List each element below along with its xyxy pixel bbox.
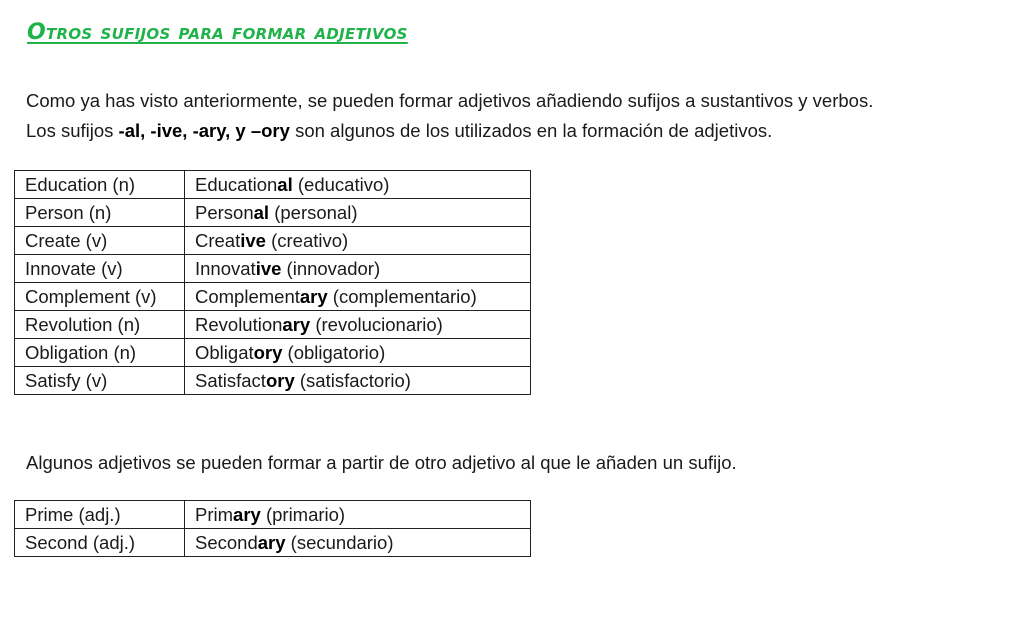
adjective-suffix: ary xyxy=(282,314,311,335)
adjective-suffix: al xyxy=(277,174,293,195)
adjective-gloss: (secundario) xyxy=(285,532,394,553)
adjective-suffix: ary xyxy=(299,286,328,307)
adjective-cell xyxy=(185,311,531,339)
table-row xyxy=(15,227,531,255)
adjective-stem: Prim xyxy=(195,504,234,525)
adjective-suffix: ory xyxy=(253,342,283,363)
adjective-suffix: ory xyxy=(265,370,295,391)
adjective-stem: Complement xyxy=(195,286,300,307)
source-word-cell: Person (n) xyxy=(15,199,185,227)
table-row xyxy=(15,367,531,395)
adjective-cell xyxy=(185,199,531,227)
intro-line-2 xyxy=(26,116,873,146)
second-paragraph: Algunos adjetivos se pueden formar a partir de otro adjetivo al que le añaden un sufijo. xyxy=(26,452,737,473)
adjective-gloss: (satisfactorio) xyxy=(294,370,411,391)
adjective-cell xyxy=(185,283,531,311)
adjective-suffix: ary xyxy=(257,532,286,553)
intro-paragraph xyxy=(26,86,873,146)
intro-line-2-after: son algunos de los utilizados en la formación de adjetivos. xyxy=(289,120,773,141)
table-row xyxy=(15,339,531,367)
adjective-gloss: (complementario) xyxy=(327,286,477,307)
adjective-stem: Innovat xyxy=(195,258,256,279)
source-word-cell: Education (n) xyxy=(15,171,185,199)
adjective-gloss: (educativo) xyxy=(292,174,390,195)
adjective-gloss: (revolucionario) xyxy=(310,314,443,335)
adjective-gloss: (creativo) xyxy=(265,230,349,251)
adjective-cell xyxy=(185,367,531,395)
source-word-cell: Prime (adj.) xyxy=(15,501,185,529)
page-title: Otros sufijos para formar adjetivos xyxy=(27,20,408,45)
adjective-stem: Second xyxy=(195,532,258,553)
suffix-table-adjectives xyxy=(14,500,531,557)
adjective-stem: Education xyxy=(195,174,278,195)
adjective-gloss: (primario) xyxy=(260,504,346,525)
adjective-cell xyxy=(185,255,531,283)
source-word-cell: Complement (v) xyxy=(15,283,185,311)
table-row xyxy=(15,255,531,283)
adjective-cell xyxy=(185,501,531,529)
table-row xyxy=(15,171,531,199)
table-row xyxy=(15,283,531,311)
adjective-suffix: ary xyxy=(233,504,261,525)
table-row xyxy=(15,199,531,227)
source-word-cell: Create (v) xyxy=(15,227,185,255)
source-word-cell: Satisfy (v) xyxy=(15,367,185,395)
source-word-cell: Obligation (n) xyxy=(15,339,185,367)
adjective-cell xyxy=(185,339,531,367)
source-word-cell: Second (adj.) xyxy=(15,529,185,557)
source-word-cell: Revolution (n) xyxy=(15,311,185,339)
adjective-gloss: (obligatorio) xyxy=(282,342,386,363)
adjective-suffix: ive xyxy=(240,230,266,251)
suffix-table-nouns-verbs xyxy=(14,170,531,395)
adjective-gloss: (innovador) xyxy=(281,258,381,279)
source-word-cell: Innovate (v) xyxy=(15,255,185,283)
adjective-stem: Person xyxy=(195,202,254,223)
table-row xyxy=(15,311,531,339)
adjective-cell xyxy=(185,529,531,557)
adjective-stem: Satisfact xyxy=(195,370,266,391)
intro-line-2-before: Los sufijos xyxy=(26,120,119,141)
adjective-suffix: ive xyxy=(255,258,282,279)
suffix-list: -al, -ive, -ary, y –ory xyxy=(118,120,290,141)
adjective-suffix: al xyxy=(253,202,270,223)
adjective-gloss: (personal) xyxy=(269,202,358,223)
adjective-stem: Obligat xyxy=(195,342,254,363)
adjective-cell xyxy=(185,227,531,255)
table-row xyxy=(15,529,531,557)
adjective-cell xyxy=(185,171,531,199)
adjective-stem: Revolution xyxy=(195,314,283,335)
adjective-stem: Creat xyxy=(195,230,241,251)
table-row xyxy=(15,501,531,529)
intro-line-1: Como ya has visto anteriormente, se pueden formar adjetivos añadiendo sufijos a sustantivos y verbos. xyxy=(26,90,874,111)
